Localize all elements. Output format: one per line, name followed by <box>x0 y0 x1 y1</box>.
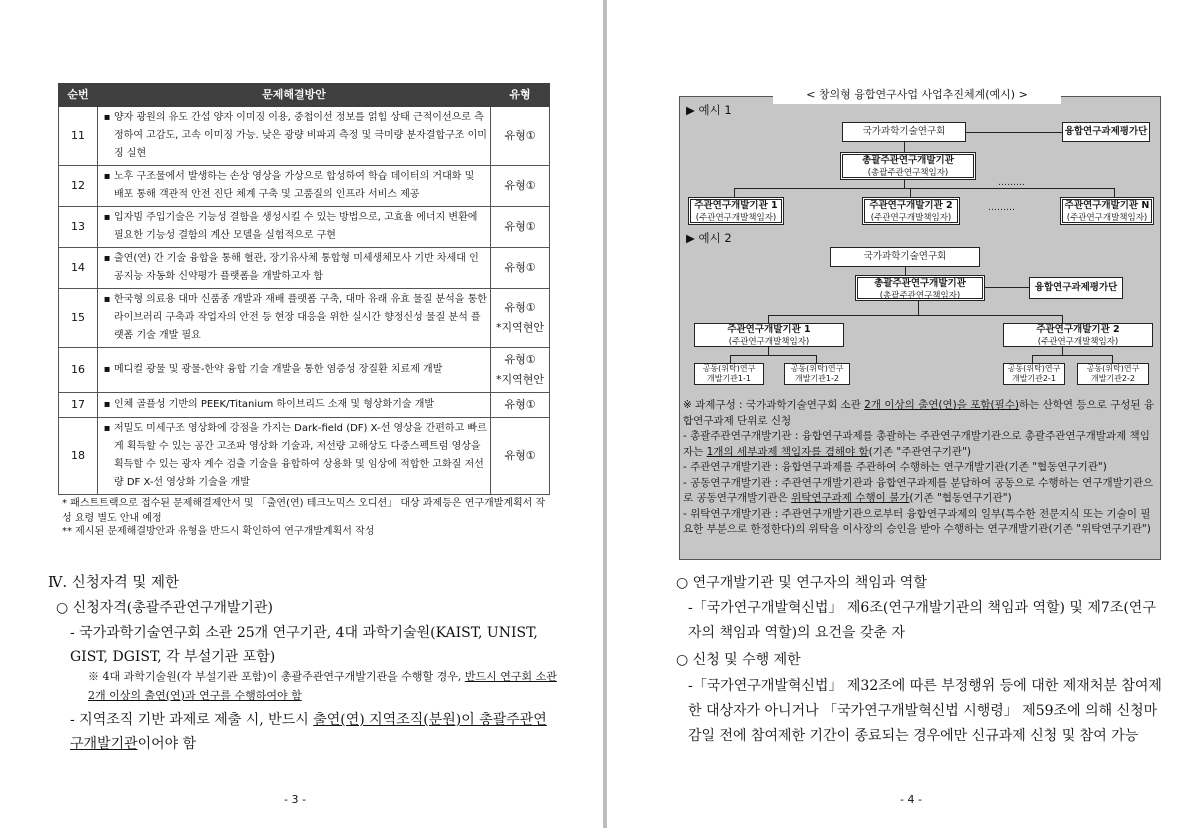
ex2-line-co1b <box>816 355 817 363</box>
ex2-line-co2b <box>1112 355 1113 363</box>
qualification-item-b-text2: 이어야 함 <box>137 736 197 752</box>
qualification-item-a: - 국가과학기술연구회 소관 25개 연구기관, 4대 과학기술원(KAIST, UNIST, GIST, DGIST, 각 부설기관 포함) <box>70 625 538 665</box>
ex2-line-lead <box>918 301 919 315</box>
table-row <box>59 418 550 495</box>
ex2-co1-1-box <box>694 363 764 385</box>
note-1-text-a: ※ 과제구성 : 국가과학기술연구회 소관 <box>683 399 865 411</box>
note-2-text-c: (기존 "주관연구기관") <box>868 445 972 458</box>
ex2-main1-sub: (주관연구개발책임자) <box>728 337 810 347</box>
row-solution-text: 메디컬 광물 및 광물-한약 융합 기술 개발을 통한 염증성 장질환 치료제 개발 <box>114 364 443 375</box>
responsibility-item: -「국가연구개발혁신법」 제6조(연구개발기관의 책임과 역할) 및 제7조(연구자의 책임과 역할)의 요건을 갖춘 자 <box>688 600 1156 641</box>
row-type <box>491 393 550 418</box>
table-row <box>59 289 550 348</box>
ex1-nst-box: 국가과학기술연구회 <box>842 122 966 142</box>
row-solution <box>98 248 491 289</box>
ex2-lead-sub: (총괄주관연구책임자) <box>879 291 961 301</box>
row-solution-text: 한국형 의료용 대마 신품종 개발과 재배 플랫폼 구축, 대마 유래 유효 물질 분석을 통한 라이브러리 구축과 작업자의 안전 등 현장 대응을 위한 실시간 향정신성 물질 분석 플랫폼 기술 개발 필요 <box>114 294 487 341</box>
note-4-text-c: (기존 "협동연구기관") <box>909 492 1012 504</box>
row-solution <box>98 166 491 207</box>
ex1-lead-box <box>840 152 976 180</box>
row-number: 11 <box>59 107 98 166</box>
ex1-main1-title: 주관연구개발기관 1 <box>694 200 778 211</box>
qualification-heading: ○ 신청자격(총괄주관연구개발기관) <box>56 600 273 616</box>
restriction-item: -「국가연구개발혁신법」 제32조에 따른 부정행위 등에 대한 제재처분 참여제한 대상자가 아니거나 「국가연구개발혁신법 시행령」 제59조에 의해 신청마감일 전에 참여제한 기간이 종료되는 경우에만 신규과제 신청 및 참여 가능 <box>688 678 1162 744</box>
row-number: 13 <box>59 207 98 248</box>
table-row <box>59 393 550 418</box>
row-type-label: *지역현안 <box>495 321 544 334</box>
ex2-line-m2-down <box>1062 347 1063 355</box>
ex1-dots-mid: ……… <box>988 203 1015 213</box>
note-4-underlined: 위탁연구과제 수행이 불가 <box>791 492 910 504</box>
ex2-co1-2-box <box>784 363 850 385</box>
ex2-lead-box <box>855 275 985 301</box>
bullet-icon: ▪ <box>103 399 111 410</box>
row-number: 14 <box>59 248 98 289</box>
row-number: 15 <box>59 289 98 348</box>
ex2-line-eval <box>985 287 1029 288</box>
header-type: 유형 <box>491 84 550 107</box>
footnote-2: ** 제시된 문제해결방안과 유형을 반드시 확인하여 연구개발계획서 작성 <box>62 526 375 537</box>
ex2-co1-2-l2: 개발기관1-2 <box>795 374 839 383</box>
example-2-label: ▶ 예시 2 <box>686 231 732 245</box>
ex1-main2-title: 주관연구개발기관 2 <box>869 200 953 211</box>
note-3: - 주관연구개발기관 : 융합연구과제를 주관하여 수행하는 연구개발기관(기존 "협동연구기관") <box>683 461 1107 473</box>
ex1-mainN-title: 주관연구개발기관 N <box>1064 200 1150 211</box>
ex1-lead-title: 총괄주관연구개발기관 <box>862 155 954 166</box>
row-type-label: 유형① <box>504 129 536 142</box>
row-type-label: 유형① <box>504 398 536 411</box>
bullet-icon: ▪ <box>103 112 111 123</box>
table-header-row <box>59 84 550 107</box>
table-row <box>59 248 550 289</box>
ex1-main2-sub: (주관연구개발책임자) <box>870 213 952 223</box>
note-2-underlined: 1개의 세부과제 책임자를 겸해야 함 <box>706 445 869 458</box>
ex2-co2-2-l2: 개발기관2-2 <box>1091 374 1135 383</box>
row-type-label: 유형① <box>504 179 536 192</box>
note-5: - 위탁연구개발기관 : 주관연구개발기관으로부터 융합연구과제의 일부(특수한 전문지식 또는 기술이 필요한 부분으로 한정한다)의 위탁을 이사장의 승인을 받아 수행하는 연구개발기관(기존 "위탁연구기관") <box>683 507 1151 535</box>
restriction-heading: ○ 신청 및 수행 제한 <box>676 652 801 668</box>
row-type <box>491 166 550 207</box>
note-1 <box>683 398 1157 429</box>
qualification-note-underlined: 반드시 연구회 소관 2개 이상의 출연(연)과 연구를 수행하여야 함 <box>88 670 557 702</box>
ex2-main2-title: 주관연구개발기관 2 <box>1036 324 1120 335</box>
row-type <box>491 418 550 495</box>
ex2-main2-sub: (주관연구개발책임자) <box>1037 337 1119 347</box>
ex2-co2-1-box <box>1003 363 1065 385</box>
row-solution-text: 양자 광원의 유도 간섭 양자 이미징 이용, 중첩이선 정보를 얽힘 상태 근적이선으로 측정하여 고감도, 고속 이미징 가능. 낮은 광량 비파괴 측정 및 극미량 분자결합구조 이미징 실현 <box>114 112 487 159</box>
note-1-text-c: 하는 산학연 등으로 구성된 융합연구과제 단위로 신청 <box>683 399 1155 427</box>
ex2-line-horizontal <box>768 315 1062 316</box>
row-solution-text: 입자빔 주입기술은 기능성 결함을 생성시킬 수 있는 방법으로, 고효율 에너지 변환에 필요한 기능성 결함의 계산 모델을 실험적으로 구현 <box>114 212 478 241</box>
row-solution <box>98 107 491 166</box>
bullet-icon: ▪ <box>103 253 111 264</box>
qualification-item-b-underlined: 출연(연) 지역조직(분원)이 총괄주관연구개발기관 <box>70 712 547 752</box>
ex2-co1-1-l2: 개발기관1-1 <box>707 374 751 383</box>
note-1-underlined: 2개 이상의 출연(연)을 포함(필수) <box>864 399 1019 411</box>
bullet-icon: ▪ <box>103 171 111 182</box>
ex2-lead-title: 총괄주관연구개발기관 <box>874 278 966 289</box>
row-type-label: 유형① <box>504 261 536 274</box>
ex2-line-co1a <box>730 355 731 363</box>
ex1-lead-sub: (총괄주관연구책임자) <box>867 168 949 178</box>
ex1-line-nst <box>904 142 905 152</box>
ex1-mainN-box <box>1060 197 1154 225</box>
row-solution-text: 노후 구조물에서 발생하는 손상 영상을 가상으로 합성하여 학습 데이터의 거대화 및 배포 통해 객관적 안전 진단 체계 구축 및 고품질의 인프라 서비스 제공 <box>114 171 475 200</box>
note-2-text-a: - 총괄주관연구개발기관 : 융합연구과제를 총괄하는 주관연구개발기관으로 총괄주관연구개발과제 책임자는 <box>683 430 1150 458</box>
row-solution <box>98 393 491 418</box>
row-type <box>491 107 550 166</box>
row-solution-text: 인체 골플성 기반의 PEEK/Titanium 하이브리드 소재 및 형상화기술 개발 <box>114 399 435 410</box>
row-number: 16 <box>59 348 98 393</box>
row-solution-text: 저밀도 미세구조 영상화에 강점을 가지는 Dark-field (DF) X-선 영상을 간편하고 빠르게 획득할 수 있는 공간 고조파 영상화 기술과, 저선량 고해상도 다중스펙트럼 영상을 획득할 수 있는 광자 계수 검출 기술을 융합하여 상용화 및 임상에 적합한 고화질 저선량 DF X-선 영상화 기술을 개발 <box>114 423 487 488</box>
row-number: 18 <box>59 418 98 495</box>
row-type-label: *지역현안 <box>495 373 544 386</box>
row-solution <box>98 207 491 248</box>
row-solution <box>98 289 491 348</box>
row-solution <box>98 348 491 393</box>
ex2-line-co1 <box>730 355 816 356</box>
bullet-icon: ▪ <box>103 364 111 375</box>
qualification-item-b <box>70 708 560 756</box>
page-number-right: - 4 - <box>900 793 922 806</box>
bullet-icon: ▪ <box>103 423 111 434</box>
row-type <box>491 248 550 289</box>
ex2-co2-1-l1: 공동(위탁)연구 <box>1007 364 1061 373</box>
ex2-line-co2 <box>1032 355 1112 356</box>
ex2-main2-box <box>1003 323 1153 347</box>
qualification-item-b-text1: - 지역조직 기반 과제로 제출 시, 반드시 <box>70 712 314 728</box>
footnote-1: * 패스트트랙으로 접수된 문제해결제안서 및 「출연(연) 테크노믹스 오디션」 대상 과제등은 연구개발계획서 작성 요령 별도 안내 예정 <box>62 498 546 524</box>
ex2-main1-title: 주관연구개발기관 1 <box>727 324 811 335</box>
diagram-title: < 창의형 융합연구사업 사업추진체계(예시) > <box>773 86 1061 104</box>
ex2-co2-1-l2: 개발기관2-1 <box>1012 374 1056 383</box>
note-4-text-a: - 공동연구개발기관 : 주관연구개발기관과 융합연구과제를 분담하여 공동으로 수행하는 연구개발기관으로 공동연구개발기관은 <box>683 476 1154 504</box>
header-no: 순번 <box>59 84 98 107</box>
page-number-left: - 3 - <box>284 793 306 806</box>
row-type <box>491 207 550 248</box>
ex2-co2-2-l1: 공동(위탁)연구 <box>1086 364 1140 373</box>
ex1-line-lead <box>904 180 905 188</box>
table-row <box>59 207 550 248</box>
row-type <box>491 289 550 348</box>
header-solution: 문제해결방안 <box>98 84 491 107</box>
section-title: Ⅳ. 신청자격 및 제한 <box>48 575 179 591</box>
ex1-main1-box <box>688 197 784 225</box>
row-number: 12 <box>59 166 98 207</box>
ex1-line-horizontal <box>734 188 1114 189</box>
ex1-main1-sub: (주관연구개발책임자) <box>695 213 777 223</box>
ex1-mainN-sub: (주관연구개발책임자) <box>1066 213 1148 223</box>
ex2-co2-2-box <box>1077 363 1149 385</box>
row-solution-text: 출연(연) 간 기술 융합을 통해 혈관, 장기유사체 통합형 미세생체모사 기반 차세대 인공지능 자동화 신약평가 플랫폼을 개발하고자 함 <box>114 253 479 282</box>
ex1-line-eval <box>966 132 1062 133</box>
ex2-co1-2-l1: 공동(위탁)연구 <box>790 364 844 373</box>
table-row <box>59 166 550 207</box>
row-type <box>491 348 550 393</box>
example-1-label: ▶ 예시 1 <box>686 103 732 117</box>
row-solution <box>98 418 491 495</box>
note-2 <box>683 429 1157 460</box>
bullet-icon: ▪ <box>103 212 111 223</box>
row-type-label: 유형① <box>504 301 536 314</box>
ex2-eval-box: 융합연구과제평가단 <box>1029 277 1123 299</box>
row-type-label: 유형① <box>504 449 536 462</box>
solution-table <box>58 83 550 495</box>
qualification-note-text: ※ 4대 과학기술원(각 부설기관 포함)이 총괄주관연구개발기관을 수행할 경우, <box>88 670 465 683</box>
ex2-line-m1-down <box>768 347 769 355</box>
table-row <box>59 107 550 166</box>
note-4 <box>683 476 1157 507</box>
ex1-main2-box <box>862 197 960 225</box>
row-number: 17 <box>59 393 98 418</box>
ex2-line-co2a <box>1032 355 1033 363</box>
table-row <box>59 348 550 393</box>
ex2-main1-box <box>694 323 844 347</box>
ex1-dots-top: ……… <box>998 178 1025 188</box>
responsibility-heading: ○ 연구개발기관 및 연구자의 책임과 역할 <box>676 575 927 591</box>
ex2-nst-box: 국가과학기술연구회 <box>830 247 980 267</box>
qualification-note <box>88 667 558 705</box>
row-type-label: 유형① <box>504 220 536 233</box>
ex1-eval-box: 융합연구과제평가단 <box>1062 122 1150 142</box>
row-type-label: 유형① <box>504 353 536 366</box>
ex2-co1-1-l1: 공동(위탁)연구 <box>702 364 756 373</box>
diagram-notes <box>683 398 1157 538</box>
bullet-icon: ▪ <box>103 294 111 305</box>
